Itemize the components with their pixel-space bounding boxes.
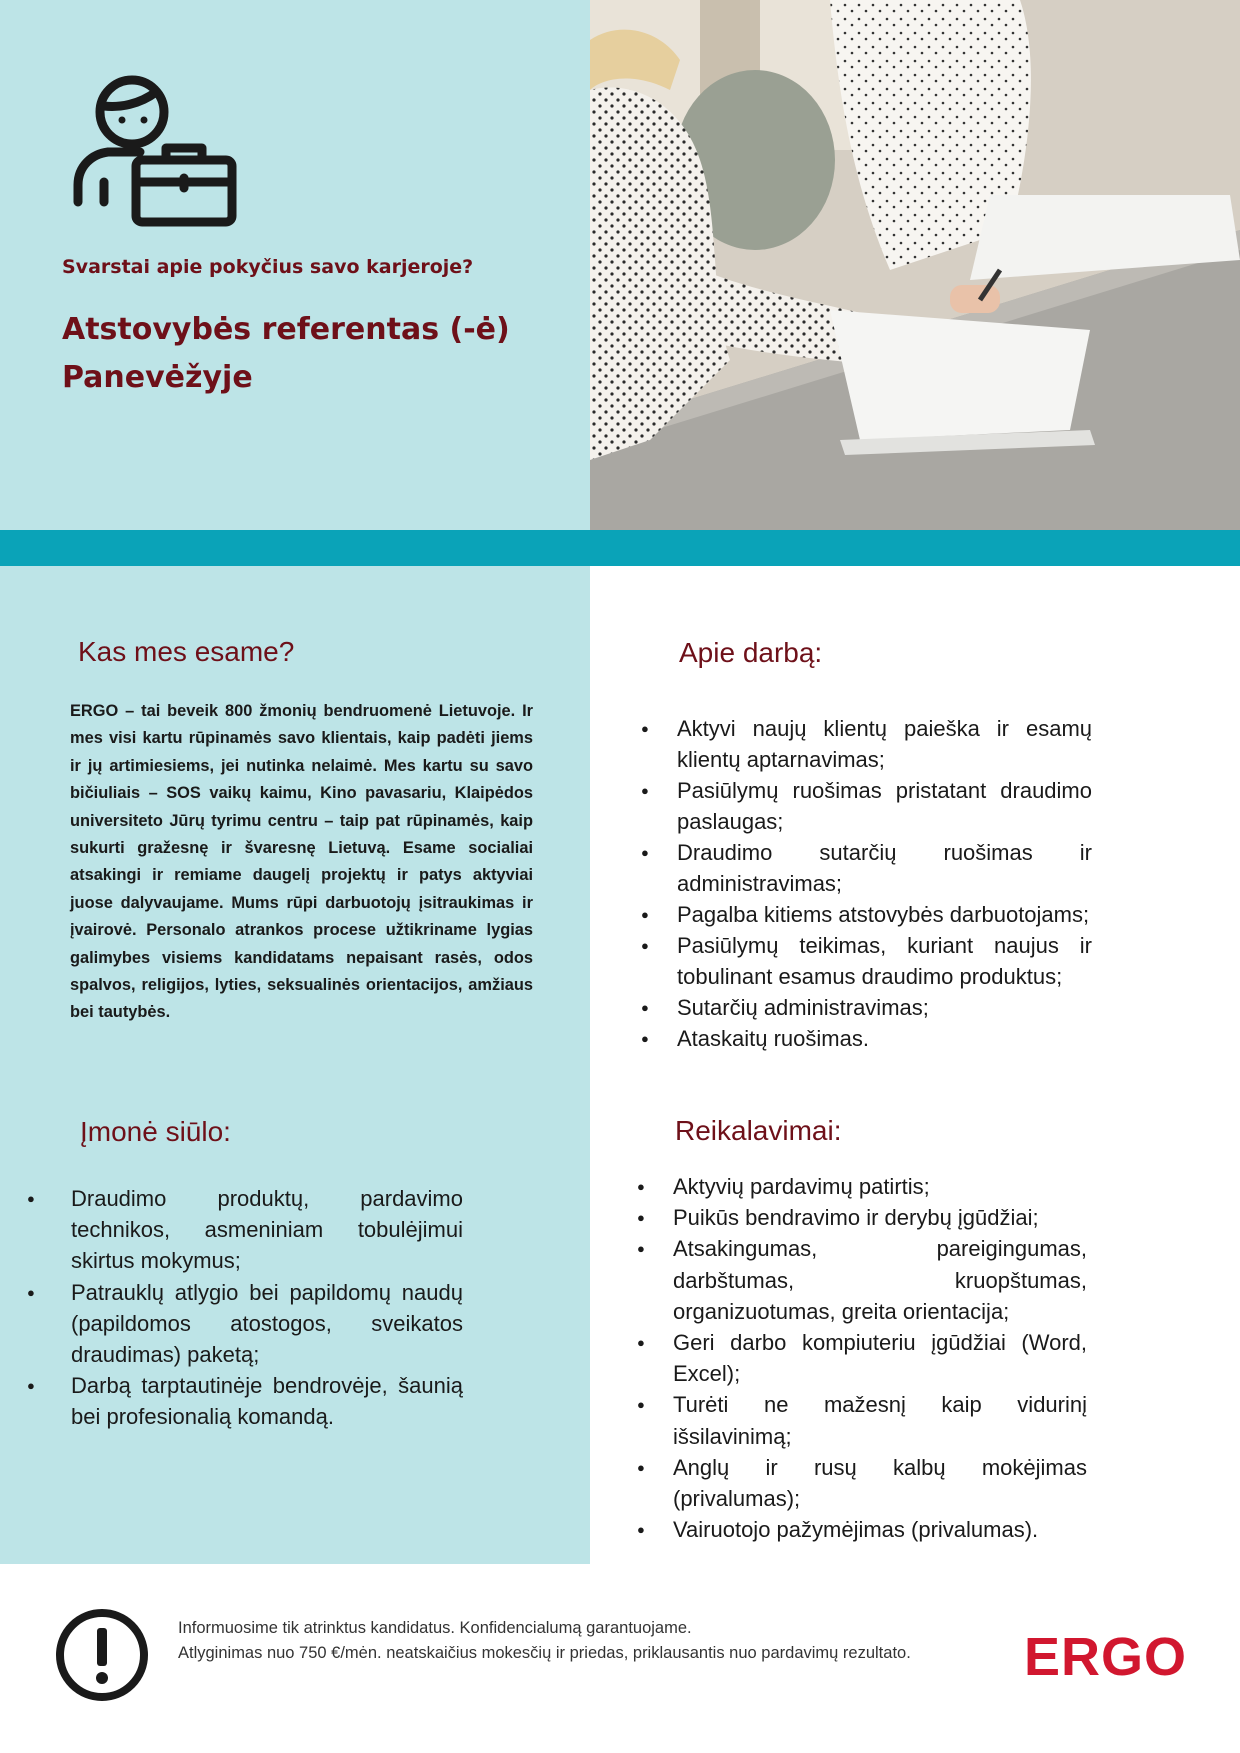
offers-list (71, 1183, 463, 1433)
list-item: ● Puikūs bendravimo ir derybų įgūdžiai; (673, 1202, 1087, 1233)
list-item: ● Aktyvių pardavimų patirtis; (673, 1171, 1087, 1202)
duties-list (677, 713, 1092, 1054)
about-heading: Kas mes esame? (78, 636, 295, 667)
tagline: Svarstai apie pokyčius savo karjeroje? (62, 256, 474, 278)
footer-line2: Atlyginimas nuo 750 €/mėn. neatskaičius mokesčių ir priedas, priklausantis nuo pardavimų rezultato. (178, 1643, 911, 1662)
list-item: ● Darbą tarptautinėje bendrovėje, šaunią bei profesionalią komandą. (71, 1370, 463, 1432)
requirements-list (673, 1171, 1087, 1545)
header-photo (590, 0, 1240, 530)
exclamation-circle-icon (55, 1608, 149, 1702)
ergo-logo: ERGO (1024, 1627, 1188, 1687)
job-title (62, 306, 510, 402)
job-title-line1: Atstovybės referentas (-ė) (62, 312, 510, 347)
offers-heading: Įmonė siūlo: (80, 1116, 231, 1147)
list-item: ● Anglų ir rusų kalbų mokėjimas (privalumas); (673, 1452, 1087, 1514)
list-item: ● Pagalba kitiems atstovybės darbuotojams; (677, 899, 1092, 930)
person-with-briefcase-icon (70, 70, 240, 230)
list-item: ● Turėti ne mažesnį kaip vidurinį išsilavinimą; (673, 1389, 1087, 1451)
list-item: ● Geri darbo kompiuteriu įgūdžiai (Word, Excel); (673, 1327, 1087, 1389)
list-item: ● Pasiūlymų ruošimas pristatant draudimo paslaugas; (677, 775, 1092, 837)
job-title-line2: Panevėžyje (62, 360, 253, 395)
list-item: ● Aktyvi naujų klientų paieška ir esamų klientų aptarnavimas; (677, 713, 1092, 775)
list-item: ● Ataskaitų ruošimas. (677, 1023, 1092, 1054)
divider-band (0, 530, 1240, 566)
list-item: ● Sutarčių administravimas; (677, 992, 1092, 1023)
list-item: ● Draudimo sutarčių ruošimas ir administravimas; (677, 837, 1092, 899)
list-item: ● Draudimo produktų, pardavimo technikos, asmeniniam tobulėjimui skirtus mokymus; (71, 1183, 463, 1277)
about-text: ERGO – tai beveik 800 žmonių bendruomenė Lietuvoje. Ir mes visi kartu rūpinamės savo klientais, kaip padėti jiems ir jų artimiesiems, jei nutinka nelaimė. Mes kartu su savo bičiuliais – SOS vaikų kaimu, Kino pavasariu, Klaipėdos universiteto Jūrų tyrimu centru – taip pat rūpinamės, kaip sukurti gražesnę ir švaresnę Lietuvą. Esame socialiai atsakingi ir remiame daugelį projektų ir patys aktyviai juose dalyvaujame. Mums rūpi darbuotojų įsitraukimas ir įvairovė. Personalo atrankos procese užtikriname lygias galimybes visiems kandidatams nepaisant rasės, odos spalvos, religijos, lyties, seksualinės orientacijos, amžiaus bei tautybės. (70, 702, 533, 1022)
list-item: ● Atsakingumas, pareigingumas, darbštumas, kruopštumas, organizuotumas, greita orientacija; (673, 1233, 1087, 1327)
list-item: ● Patrauklų atlygio bei papildomų naudų (papildomos atostogos, sveikatos draudimas) paketą; (71, 1277, 463, 1371)
duties-heading: Apie darbą: (679, 637, 823, 668)
requirements-heading: Reikalavimai: (675, 1115, 842, 1146)
list-item: ● Pasiūlymų teikimas, kuriant naujus ir tobulinant esamus draudimo produktus; (677, 930, 1092, 992)
list-item: ● Vairuotojo pažymėjimas (privalumas). (673, 1514, 1087, 1545)
footer-note (178, 1616, 992, 1665)
footer-line1: Informuosime tik atrinktus kandidatus. Konfidencialumą garantuojame. (178, 1619, 692, 1637)
